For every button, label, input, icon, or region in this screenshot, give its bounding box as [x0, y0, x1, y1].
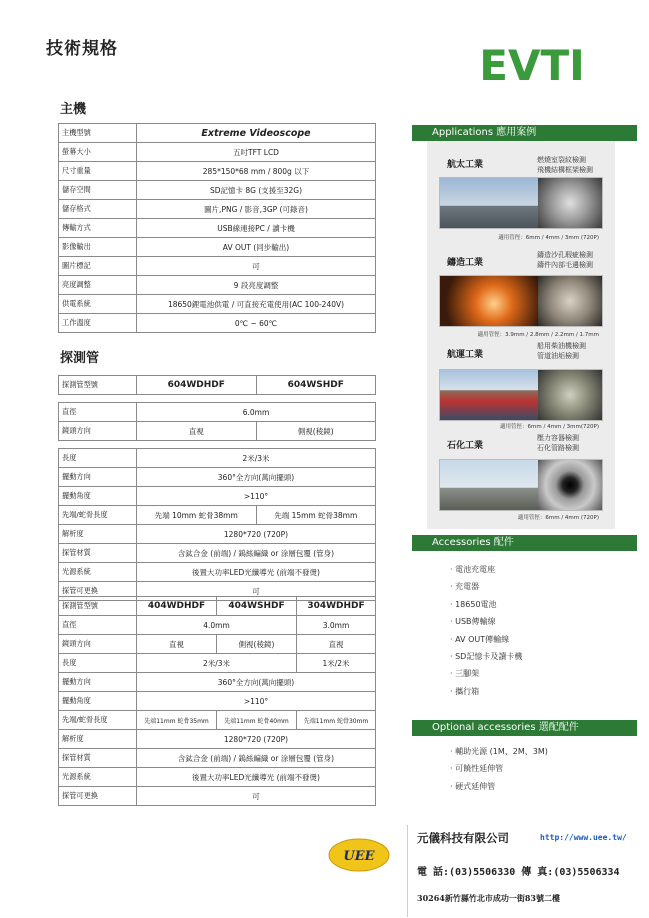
spec-value: 2米/3米: [137, 654, 297, 673]
spec-value: 18650鋰電池供電 / 可直接充電使用(AC 100-240V): [137, 295, 376, 314]
spec-label: 擺動角度: [59, 692, 137, 711]
spec-value: 1280*720 (720P): [137, 730, 376, 749]
industry-label: 鑄造工業: [447, 258, 484, 268]
desc-line: 石化管路檢測: [537, 444, 579, 452]
caption: 適用管徑：3.9mm / 2.8mm / 2.2mm / 1.7mm: [477, 332, 599, 338]
table-row: [59, 181, 376, 200]
spec-value: 先端11mm 蛇骨30mm: [297, 711, 376, 730]
spec-value: 含鈦合金 (前端) / 鎢絲編織 or 涂層包覆 (管身): [137, 544, 376, 563]
spec-value: 可: [137, 582, 376, 601]
bullet-icon: ·: [450, 686, 456, 696]
spec-label: 儲存格式: [59, 200, 137, 219]
spec-value: 可: [137, 257, 376, 276]
spec-label: 鏡頭方向: [59, 422, 137, 441]
main-unit-title: 主機: [60, 102, 87, 117]
spec-label: 先端/蛇骨長度: [59, 506, 137, 525]
spec-value: 直視: [137, 635, 217, 654]
optional-list: [450, 743, 548, 795]
applications-heading: Applications 應用案例: [412, 125, 637, 141]
industry-desc: [537, 155, 593, 175]
spec-label: 擺動方向: [59, 673, 137, 692]
spec-value: 6.0mm: [137, 403, 376, 422]
spec-value: 直視: [137, 422, 257, 441]
spec-label: 擺動角度: [59, 487, 137, 506]
spec-value: 先端11mm 蛇骨35mm: [137, 711, 217, 730]
list-item: [450, 596, 522, 613]
spec-label: 探管材質: [59, 544, 137, 563]
model-name: 404WSHDF: [217, 597, 297, 616]
desc-line: 鑄件內部毛邊檢測: [537, 261, 593, 269]
list-item: [450, 613, 522, 630]
spec-value: 先端11mm 蛇骨40mm: [217, 711, 297, 730]
list-item: [450, 665, 522, 682]
spec-label: 長度: [59, 654, 137, 673]
spec-label: 先端/蛇骨長度: [59, 711, 137, 730]
spec-value: 含鈦合金 (前端) / 鎢絲編織 or 涂層包覆 (管身): [137, 749, 376, 768]
list-item: [450, 631, 522, 648]
industry-label: 航太工業: [447, 160, 484, 170]
list-item: [450, 743, 548, 760]
table-row: [59, 200, 376, 219]
svg-text:UEE: UEE: [343, 849, 375, 864]
accessories-list: [450, 561, 522, 700]
probe-spec-table-1: [58, 375, 376, 601]
bullet-icon: ·: [450, 634, 456, 644]
spec-value: 2米/3米: [137, 449, 376, 468]
spec-value: 360°全方向(萬向擺頭): [137, 468, 376, 487]
list-item-label: 輔助光源 (1M、2M、3M): [455, 747, 548, 756]
spec-label: 螢幕大小: [59, 143, 137, 162]
uee-logo: [328, 838, 390, 872]
bullet-icon: ·: [450, 764, 456, 774]
table-row: [59, 276, 376, 295]
spec-value: 4.0mm: [137, 616, 297, 635]
spec-label: 擺動方向: [59, 468, 137, 487]
spec-label: 儲存空間: [59, 181, 137, 200]
evti-logo: [470, 40, 595, 88]
aerospace-photo: [439, 177, 603, 229]
bullet-icon: ·: [450, 617, 456, 627]
spec-label: 探管可更換: [59, 582, 137, 601]
desc-line: 船用柴油機檢測: [537, 342, 586, 350]
desc-line: 燃燒室裂紋檢測: [537, 156, 586, 164]
spec-value: USB線連接PC / 讀卡機: [137, 219, 376, 238]
spec-value: 先端 10mm 蛇骨38mm: [137, 506, 257, 525]
spec-value: 先端 15mm 蛇骨38mm: [256, 506, 376, 525]
spec-label: 光源系統: [59, 563, 137, 582]
spec-label: 長度: [59, 449, 137, 468]
table-row: [59, 295, 376, 314]
spec-value: 後置大功率LED光纖導光 (前端不發燙): [137, 563, 376, 582]
bullet-icon: ·: [450, 781, 456, 791]
bullet-icon: ·: [450, 652, 456, 662]
table-row: [59, 143, 376, 162]
spec-label: 探管材質: [59, 749, 137, 768]
list-item-label: 硬式延伸管: [455, 781, 496, 791]
spec-value: 後置大功率LED光纖導光 (前端不發燙): [137, 768, 376, 787]
spec-label: 直徑: [59, 403, 137, 422]
spec-label: 直徑: [59, 616, 137, 635]
bullet-icon: ·: [450, 565, 456, 574]
accessories-heading: Accessories 配件: [412, 535, 637, 551]
list-item-label: 三腳架: [455, 669, 480, 679]
list-item: [450, 778, 548, 795]
probe-title: 探測管: [60, 351, 100, 366]
caption: 適用管徑：6mm / 4mm / 3mm (720P): [498, 235, 599, 241]
company-name: 元儀科技有限公司: [417, 831, 509, 845]
spec-value: 圖片,PNG / 影音,3GP (可錄音): [137, 200, 376, 219]
spec-label: 探測管型號: [59, 597, 137, 616]
industry-label: 航運工業: [447, 350, 484, 360]
bullet-icon: ·: [450, 582, 456, 592]
desc-line: 管道油垢檢測: [537, 352, 579, 360]
spec-value: 0℃ ~ 60℃: [137, 314, 376, 333]
spec-label: 影像輸出: [59, 238, 137, 257]
company-phone: 電 話:(03)5506330 傳 真:(03)5506334: [417, 867, 620, 878]
list-item: [450, 578, 522, 595]
spec-label: 光源系統: [59, 768, 137, 787]
list-item-label: 可饒性延伸管: [455, 764, 504, 774]
list-item-label: SD記憶卡及讀卡機: [455, 652, 523, 662]
table-row: [59, 314, 376, 333]
desc-line: 壓力容器檢測: [537, 434, 579, 442]
bullet-icon: ·: [450, 747, 456, 756]
casting-photo: [439, 275, 603, 327]
table-gap: [59, 395, 376, 403]
spec-value: AV OUT (同步輸出): [137, 238, 376, 257]
spec-label: 解析度: [59, 730, 137, 749]
svg-text:EVTI: EVTI: [479, 41, 585, 88]
table-gap: [59, 441, 376, 449]
spec-label: 供電系統: [59, 295, 137, 314]
spec-value: 側視(稜鏡): [217, 635, 297, 654]
spec-value: 3.0mm: [297, 616, 376, 635]
model-name: 604WSHDF: [256, 376, 376, 395]
spec-label: 解析度: [59, 525, 137, 544]
desc-line: 飛機結構框架檢測: [537, 166, 593, 174]
main-spec-table: [58, 123, 376, 333]
spec-value: SD記憶卡 8G (支援至32G): [137, 181, 376, 200]
model-name: 304WDHDF: [297, 597, 376, 616]
spec-value: 五吋TFT LCD: [137, 143, 376, 162]
industry-label: 石化工業: [447, 441, 484, 451]
company-address: 30264新竹縣竹北市成功一街83號二樓: [417, 893, 560, 903]
caption: 適用管徑：6mm / 4mm (720P): [517, 515, 599, 521]
footer-divider: [407, 825, 408, 917]
list-item: [450, 561, 522, 578]
page-title: 技術規格: [46, 39, 118, 59]
spec-value: >110°: [137, 692, 376, 711]
industry-desc: [537, 250, 593, 270]
table-row: [59, 124, 376, 143]
spec-value: 285*150*68 mm / 800g 以下: [137, 162, 376, 181]
industry-desc: [537, 433, 579, 453]
spec-value: 可: [137, 787, 376, 806]
spec-value: 1280*720 (720P): [137, 525, 376, 544]
industry-desc: [537, 341, 586, 361]
list-item: [450, 648, 522, 665]
list-item: [450, 683, 522, 700]
spec-value: 360°全方向(萬向擺頭): [137, 673, 376, 692]
list-item-label: 充電器: [455, 582, 480, 592]
optional-heading: Optional accessories 選配配件: [412, 720, 637, 736]
spec-value: Extreme Videoscope: [137, 124, 376, 143]
list-item-label: 18650電池: [455, 599, 497, 609]
list-item-label: 電池充電座: [455, 565, 496, 574]
probe-spec-table-2: [58, 596, 376, 806]
model-name: 404WDHDF: [137, 597, 217, 616]
model-name: 604WDHDF: [137, 376, 257, 395]
bullet-icon: ·: [450, 669, 456, 679]
spec-label: 傳輸方式: [59, 219, 137, 238]
spec-label: 探測管型號: [59, 376, 137, 395]
company-url[interactable]: http://www.uee.tw/: [540, 833, 627, 842]
spec-label: 亮度調整: [59, 276, 137, 295]
list-item-label: 攜行箱: [455, 686, 480, 696]
spec-label: 鏡頭方向: [59, 635, 137, 654]
spec-label: 主機型號: [59, 124, 137, 143]
bullet-icon: ·: [450, 599, 456, 609]
spec-label: 尺寸重量: [59, 162, 137, 181]
list-item: [450, 760, 548, 777]
petrochemical-photo: [439, 459, 603, 511]
desc-line: 鑄造沙孔瑕疵檢測: [537, 251, 593, 259]
spec-label: 探管可更換: [59, 787, 137, 806]
applications-panel: [427, 141, 615, 529]
table-row: [59, 257, 376, 276]
spec-label: 工作溫度: [59, 314, 137, 333]
spec-value: >110°: [137, 487, 376, 506]
list-item-label: AV OUT傳輸線: [455, 634, 510, 644]
spec-value: 直視: [297, 635, 376, 654]
spec-value: 1米/2米: [297, 654, 376, 673]
spec-label: 圖片標記: [59, 257, 137, 276]
spec-value: 側視(稜鏡): [256, 422, 376, 441]
caption: 適用管徑：6mm / 4mm / 3mm(720P): [500, 424, 599, 430]
table-row: [59, 238, 376, 257]
shipping-photo: [439, 369, 603, 421]
list-item-label: USB傳輸線: [455, 617, 496, 627]
table-row: [59, 162, 376, 181]
table-row: [59, 219, 376, 238]
spec-value: 9 段亮度調整: [137, 276, 376, 295]
